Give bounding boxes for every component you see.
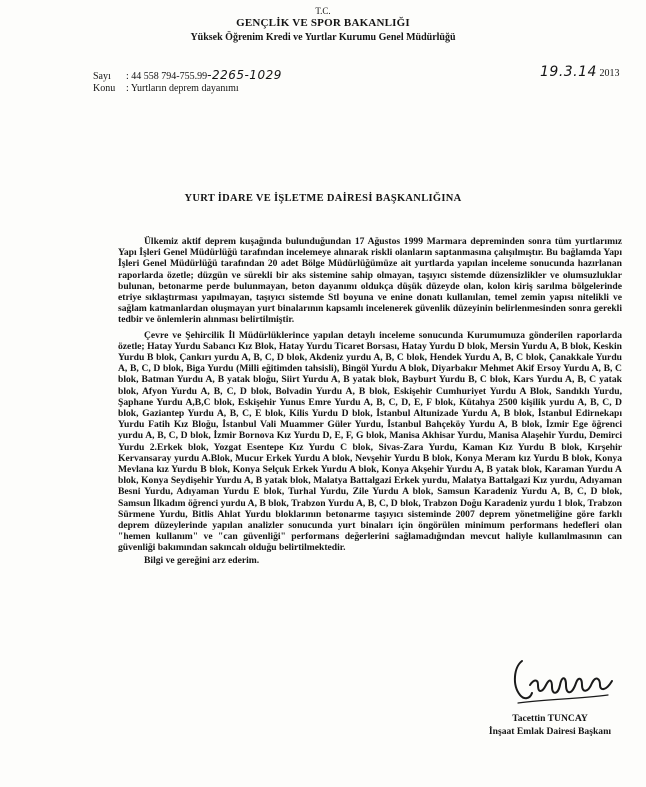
konu-line xyxy=(93,83,239,94)
konu-label: Konu xyxy=(93,83,116,94)
signer-name: Tacettin TUNCAY xyxy=(512,713,588,724)
konu-value: : Yurtların deprem dayanımı xyxy=(126,83,239,94)
header-directorate: Yüksek Öğrenim Kredi ve Yurtlar Kurumu Genel Müdürlüğü xyxy=(190,32,456,43)
signature-mark xyxy=(508,655,620,710)
signer-title: İnşaat Emlak Dairesi Başkanı xyxy=(488,726,612,737)
sayi-handwritten: -2265-1029 xyxy=(207,68,282,82)
date-handwritten: 19.3.14 xyxy=(540,64,597,80)
sayi-line xyxy=(93,68,282,82)
date-year: 2013 xyxy=(599,68,620,79)
sayi-label: Sayı xyxy=(93,71,111,82)
signer-block xyxy=(470,712,630,738)
sayi-value: : 44 558 794-755.99 xyxy=(126,71,208,82)
letter-body xyxy=(118,236,622,566)
paragraph-reports: Çevre ve Şehircilik İl Müdürlüklerince yapılan detaylı inceleme sonucunda Kurumumuza gönderilen raporlarda özetle; Hatay Yurdu Sabancı Kız Blok, Hatay Yurdu Ticaret Borsası, Hatay Yurdu D blok, Mersin Yurdu A, B blok, Keskin Yurdu B blok, Çankırı yurdu A, B, C, D blok, Akdeniz yurdu A, B, C blok, Hendek Yurdu A, B, C blok, Çanakkale Yurdu A, B, C, D blok, Biga Yurdu (Milli eğitimden tahsisli), Bingöl Yurdu A blok, Diyarbakır Mehmet Akif Ersoy Yurdu A, B, C blok, Batman Yurdu A, B yatak bloğu, Siirt Yurdu A, B yatak blok, Bayburt Yurdu B, C blok, Kars Yurdu A, B, C yatak blok, Afyon Yurdu A, B, C, D blok, Bolvadin Yurdu A, B blok, Eskişehir Cumhuriyet Yurdu A Blok, Sandıklı Yurdu, Şaphane Yurdu A,B,C blok, Eskişehir Yunus Emre Yurdu A, B, C, D, E, F blok, Kütahya 2500 kişilik yurdu A, B, C, D blok, Gaziantep Yurdu A, B, C, E blok, Kilis Yurdu D blok, İstanbul Altunizade Yurdu A, B blok, İstanbul Edirnekapı Yurdu Fatih Kız Bloğu, İstanbul Vali Muammer Güler Yurdu, İstanbul Bahçeköy Yurdu A, B blok, İzmir Ege öğrenci yurdu A, B, C, D blok, İzmir Bornova Kız Yurdu D, E, F, G blok, Manisa Akhisar Yurdu, Manisa Alaşehir Yurdu, Demirci Yurdu 2.Erkek blok, Yozgat Esentepe Kız Yurdu C blok, Sivas-Zara Yurdu, Kaman Kız Yurdu B blok, Kırşehir Kervansaray yurdu A.Blok, Mucur Erkek Yurdu A blok, Nevşehir Yurdu B blok, Konya Meram kız Yurdu B blok, Konya Mevlana kız Yurdu B blok, Konya Selçuk Erkek Yurdu A blok, Konya Akşehir Yurdu A, B yatak blok, Karaman Yurdu A blok, Konya Seydişehir Yurdu A, B yatak blok, Malatya Battalgazi Erkek yurdu, Malatya Battalgazi Kız yurdu, Adıyaman Besni Yurdu, Adıyaman Yurdu E blok, Turhal Yurdu, Zile Yurdu A blok, Samsun Karadeniz Yurdu A, B, C, D blok, Samsun İlkadım öğrenci yurdu A, B blok, Trabzon Yurdu A, B, C, D blok, Trabzon Doğu Karadeniz yurdu 1 blok, Trabzon Sürmene Yurdu, Bitlis Ahlat Yurdu bloklarının betonarme taşıyıcı sisteminde 2007 deprem yönetmeliğine göre farklı deprem düzeylerinde yapılan analizler sonucunda yurt binaları için öngörülen minimum performans hedefleri olan "hemen kullanım" ve "can güvenliği" performans değerlerini sağlamadığından mevcut haliyle kullanılmasının can güvenliği bakımından sakıncalı olduğu belirtilmektedir. xyxy=(118,329,622,554)
date xyxy=(540,64,619,80)
paragraph-closing: Bilgi ve gereğini arz ederim. xyxy=(144,554,260,566)
paragraph-intro: Ülkemiz aktif deprem kuşağında bulunduğundan 17 Ağustos 1999 Marmara depreminden sonra tüm yurtlarımız Yapı İşleri Genel Müdürlüğü tarafından incelemeye alınarak riskli olanların saptanmasına çalışılmıştır. Bu bağlamda Yapı İşleri Genel Müdürlüğü tarafından 20 adet Bölge Müdürlüğümüze ait yurtlarda yapılan inceleme sonucunda hazırlanan raporlarda özetle; düzgün ve sürekli bir aks sistemine sahip olmayan, taşıyıcı sistemde düzensizlikler ve olumsuzluklar bulunan, betonarme perde bulunmayan, beton dayanımı oldukça düşük düzeyde olan, kolon kiriş sarılma bölgelerinde etriye sıklaştırması yapılmayan, taşıyıcı sistemde Stl boyuna ve enine donatı kullanılan, temel zemin yapısı nitelikli ve sağlam katmanlardan oluşmayan yurt binalarının kapsamlı incelenerek güvenlik düzeyinin belirlenmesinden sonra gerekli tedbir ve önlemlerin alınması belirtilmiştir. xyxy=(118,236,622,326)
header-tc: T.C. xyxy=(315,6,331,16)
addressee-title: YURT İDARE VE İŞLETME DAİRESİ BAŞKANLIĞINA xyxy=(184,193,462,204)
header-ministry: GENÇLİK VE SPOR BAKANLIĞI xyxy=(236,17,410,29)
